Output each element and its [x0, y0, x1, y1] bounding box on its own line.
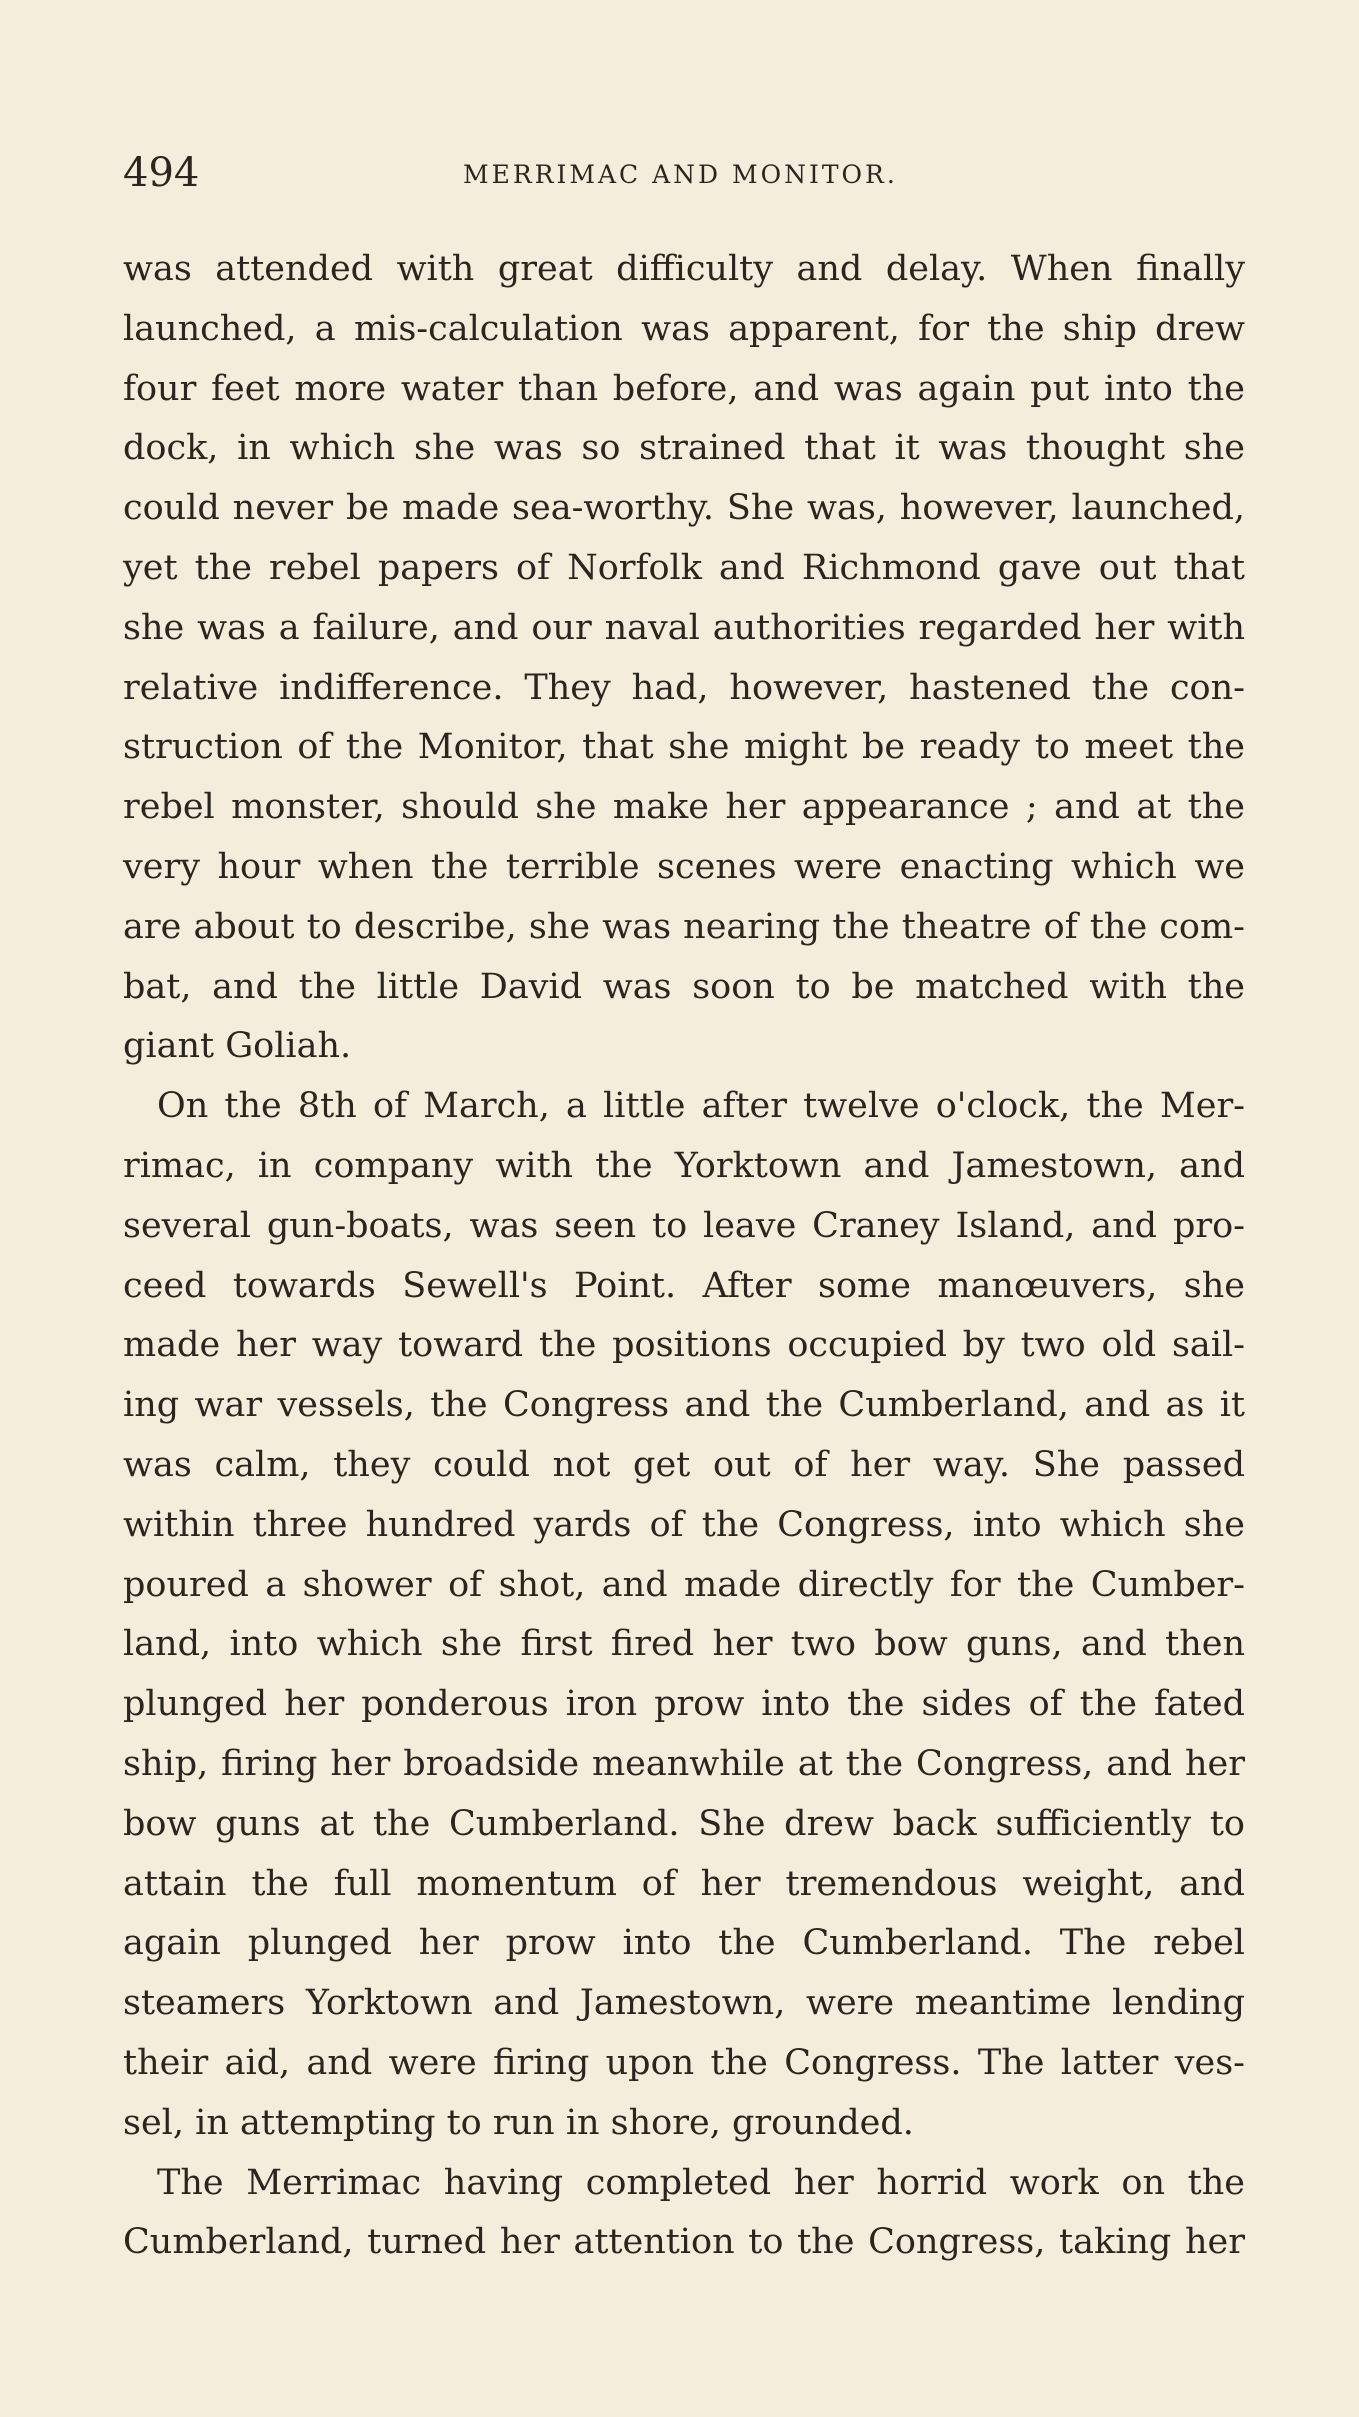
text-line: poured a shower of shot, and made directly for the Cumber-	[123, 1564, 1245, 1605]
page-number: 494	[123, 150, 200, 196]
running-header	[123, 150, 1245, 210]
text-line: bow guns at the Cumberland. She drew back sufficiently to	[123, 1803, 1245, 1844]
running-title: MERRIMAC AND MONITOR.	[463, 160, 898, 189]
text-line: dock, in which she was so strained that it was thought she	[123, 428, 1245, 469]
text-line: their aid, and were firing upon the Congress. The latter ves-	[123, 2042, 1245, 2083]
text-line: was attended with great difficulty and delay. When finally	[123, 249, 1245, 289]
text-line: rebel monster, should she make her appearance ; and at the	[123, 787, 1245, 828]
text-line: four feet more water than before, and was again put into the	[123, 368, 1245, 409]
text-line: land, into which she first fired her two bow guns, and then	[123, 1624, 1245, 1665]
text-line: On the 8th of March, a little after twelve o'clock, the Mer-	[157, 1086, 1245, 1127]
text-line: she was a failure, and our naval authorities regarded her with	[123, 607, 1245, 648]
text-line: was calm, they could not get out of her way. She passed	[123, 1444, 1245, 1485]
text-line: launched, a mis-calculation was apparent, for the ship drew	[123, 308, 1245, 349]
text-line: The Merrimac having completed her horrid work on the	[157, 2162, 1245, 2203]
text-line: again plunged her prow into the Cumberland. The rebel	[123, 1923, 1245, 1964]
text-line: could never be made sea-worthy. She was, however, launched,	[123, 488, 1245, 529]
text-line: several gun-boats, was seen to leave Craney Island, and pro-	[123, 1205, 1245, 1246]
text-line: rimac, in company with the Yorktown and Jamestown, and	[123, 1145, 1245, 1186]
text-line: within three hundred yards of the Congress, into which she	[123, 1504, 1245, 1545]
text-line: very hour when the terrible scenes were enacting which we	[123, 846, 1245, 887]
text-line: sel, in attempting to run in shore, grounded.	[123, 2102, 914, 2143]
text-line: plunged her ponderous iron prow into the sides of the fated	[123, 1684, 1245, 1725]
text-line: are about to describe, she was nearing the theatre of the com-	[123, 906, 1245, 947]
text-line: Cumberland, turned her attention to the Congress, taking her	[123, 2222, 1245, 2263]
text-line: bat, and the little David was soon to be matched with the	[123, 966, 1245, 1007]
page-body	[123, 240, 1245, 2273]
text-line: relative indifference. They had, however, hastened the con-	[123, 667, 1245, 708]
text-line: attain the full momentum of her tremendous weight, and	[123, 1863, 1245, 1904]
text-line: ceed towards Sewell's Point. After some manœuvers, she	[123, 1265, 1245, 1306]
text-line: struction of the Monitor, that she might be ready to meet the	[123, 727, 1245, 768]
text-line: ing war vessels, the Congress and the Cumberland, and as it	[123, 1385, 1245, 1426]
text-line: yet the rebel papers of Norfolk and Richmond gave out that	[123, 547, 1245, 588]
text-line: made her way toward the positions occupied by two old sail-	[123, 1325, 1245, 1366]
text-line: giant Goliah.	[123, 1026, 352, 1067]
text-line: ship, firing her broadside meanwhile at the Congress, and her	[123, 1743, 1245, 1784]
text-line: steamers Yorktown and Jamestown, were meantime lending	[123, 1983, 1245, 2024]
